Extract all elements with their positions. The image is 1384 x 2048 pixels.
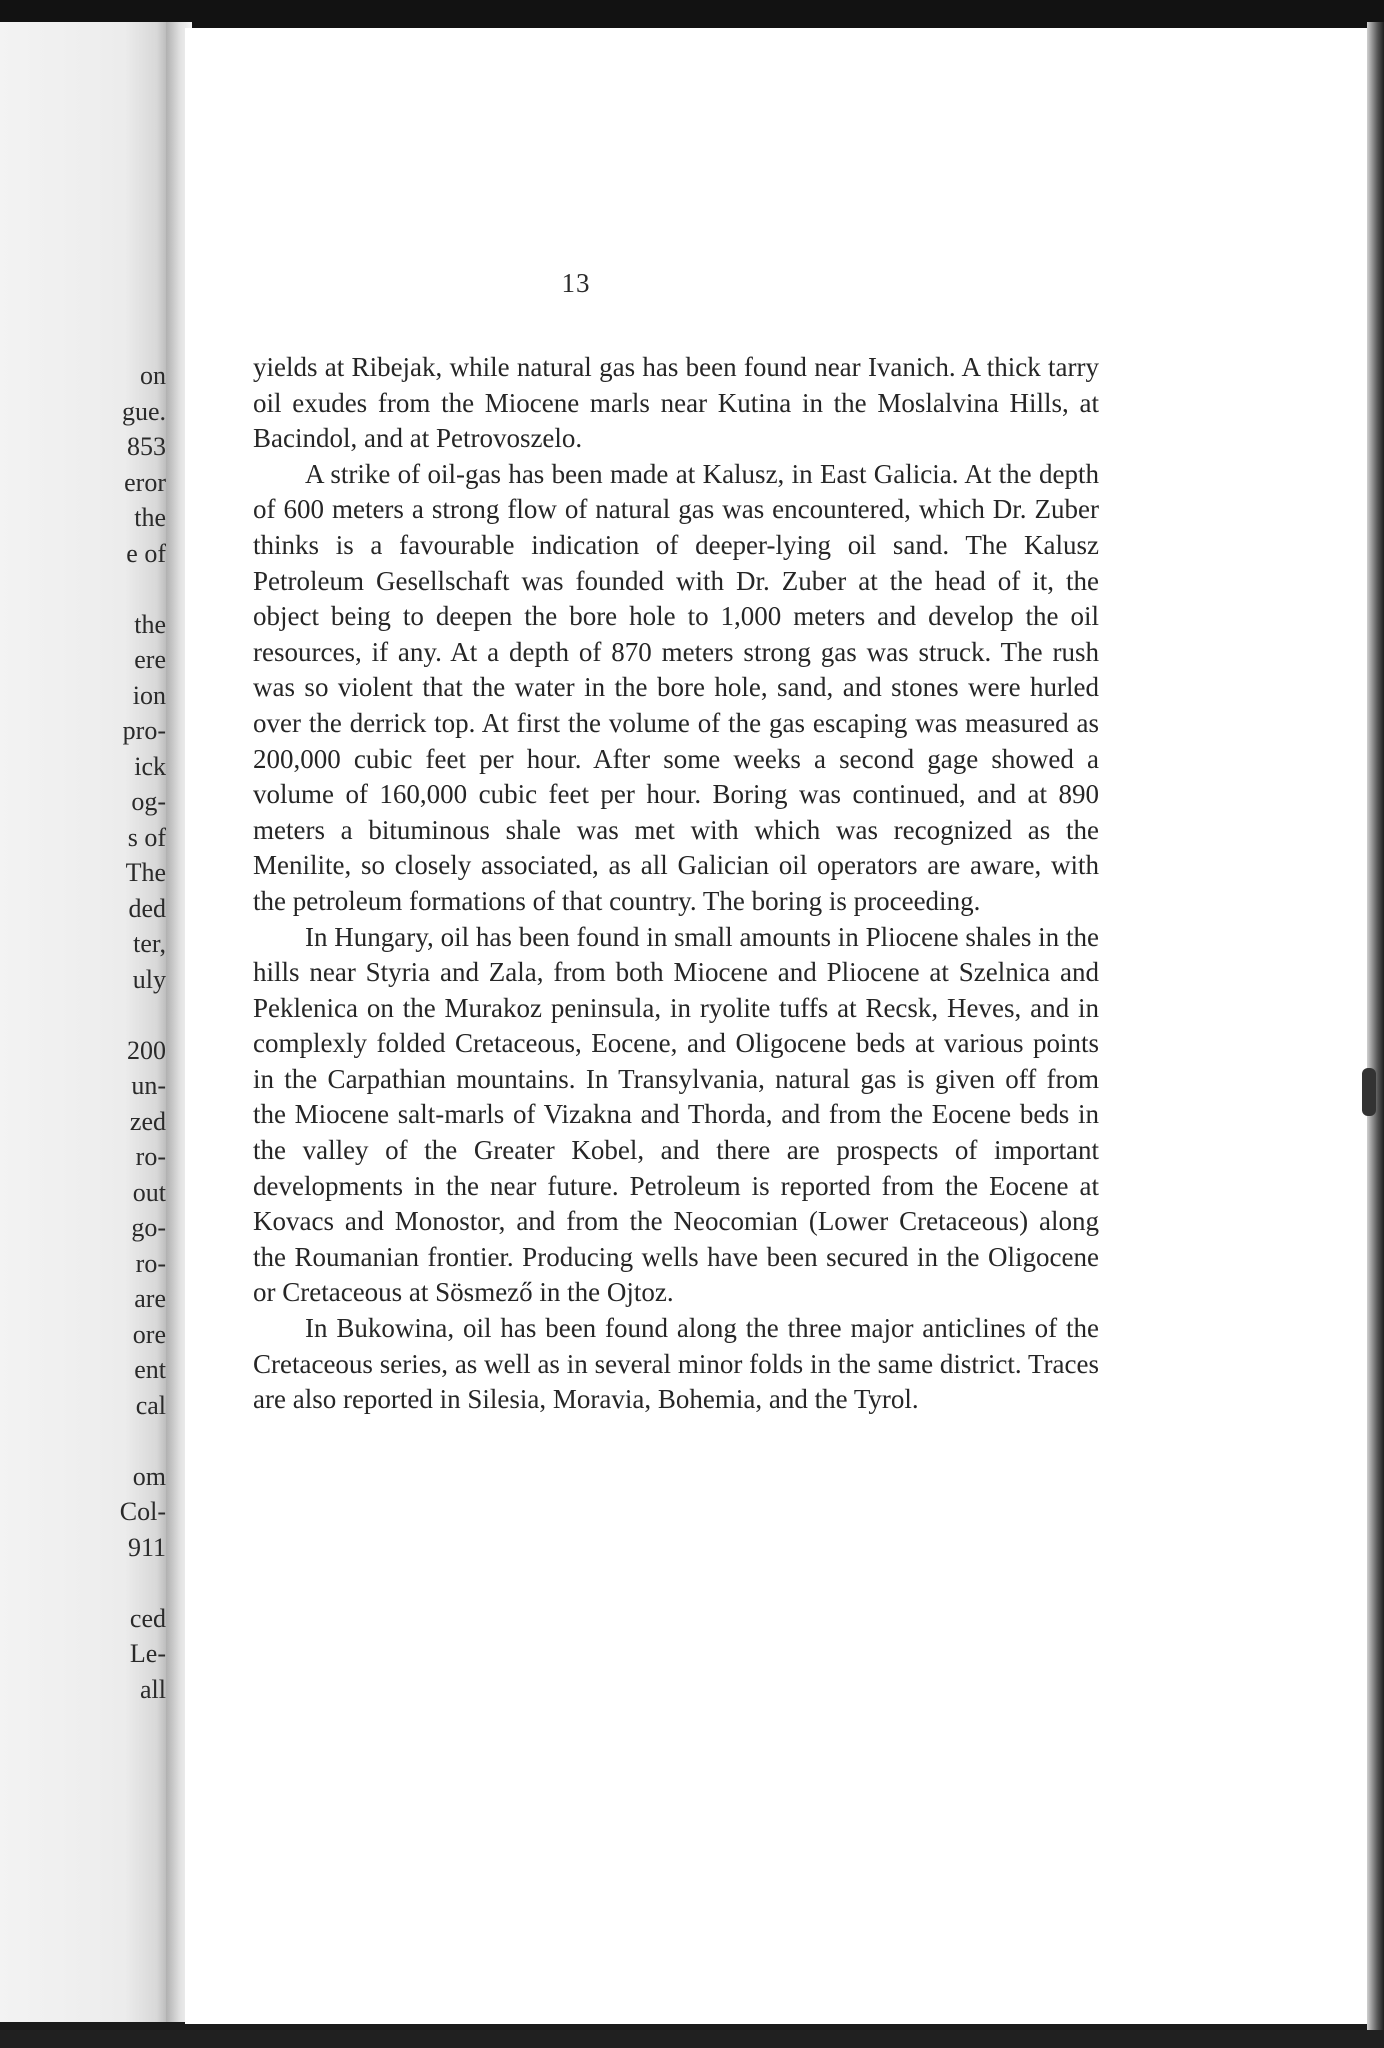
facing-page-text-fragments [86,358,166,1707]
facing-page-fragment: ced [129,1603,166,1633]
facing-page-fragment: eror [124,467,166,497]
facing-page-fragment [86,997,166,1033]
facing-page-fragment: on [140,361,166,390]
facing-page-fragment: 911 [127,1532,166,1562]
facing-page-fragment: 853 [127,432,166,461]
paragraph-1: yields at Ribejak, while natural gas has been found near Ivanich. A thick tarry oil exudes from the Miocene marls near Kutina in the Moslalvina Hills, at Bacindol, and at Petrovoszelo. [253,352,1099,454]
facing-page-fragment: pro- [122,716,166,745]
facing-page-fragment: the [134,503,166,532]
facing-page-fragment: s of [127,822,166,852]
facing-page-fragment: ion [132,680,166,710]
facing-page-fragment: out [132,1177,166,1207]
facing-page-fragment: ro- [135,1248,166,1278]
facing-page-fragment: og- [131,787,166,816]
facing-page-fragment: ick [134,751,166,781]
paragraph-4: In Bukowina, oil has been found along the three major anticlines of the Cretaceous series, as well as in several minor folds in the same district. Traces are also reported in Silesia, Moravia, Bohemia, and the Tyrol. [253,1313,1099,1415]
binding-clip-mark [1362,1068,1376,1116]
facing-page-fragment [86,571,166,607]
facing-page-fragment: un- [131,1071,166,1100]
facing-page-fragment: Col- [119,1497,166,1526]
facing-page-fragment: The [125,858,166,887]
facing-page-fragment: om [132,1461,166,1491]
facing-page-fragment: ded [128,893,166,923]
facing-page-fragment: ro- [135,1142,166,1171]
facing-page-fragment: ent [134,1355,166,1384]
paragraph-2: A strike of oil-gas has been made at Kalusz, in East Galicia. At the depth of 600 meters a strong flow of natural gas was encountered, which Dr. Zuber thinks is a favourable indication of deeper-lying oil sand. The Kalusz Petroleum Gesellschaft was founded with Dr. Zuber at the head of it, the object being to deepen the bore hole to 1,000 meters and develop the oil resources, if any. At a depth of 870 meters strong gas was struck. The rush was so violent that the water in the bore hole, sand, and stones were hurled over the derrick top. At first the volume of the gas escaping was measured as 200,000 cubic feet per hour. After some weeks a second gage showed a volume of 160,000 cubic feet per hour. Boring was continued, and at 890 meters a bituminous shale was met with which was recognized as the Menilite, so closely associated, as all Galician oil operators are aware, with the petroleum formations of that country. The boring is proceeding. [253,458,1099,916]
facing-page-fragment: Le- [129,1639,166,1668]
facing-page-fragment: uly [132,964,166,994]
document-page [185,28,1367,2024]
paragraph-3: In Hungary, oil has been found in small amounts in Pliocene shales in the hills near Styria and Zala, from both Miocene and Pliocene at Szelnica and Peklenica on the Murakoz peninsula, in ryolite tuffs at Recsk, Heves, and in complexly folded Cretaceous, Eocene, and Oligocene beds at various points in the Carpathian mountains. In Transylvania, natural gas is given off from the Miocene salt-marls of Vizakna and Thorda, and from the Eocene beds in the valley of the Greater Kobel, and there are prospects of important developments in the near future. Petroleum is reported from the Eocene at Kovacs and Monostor, and from the Neocomian (Lower Cretaceous) along the Roumanian frontier. Producing wells have been secured in the Oligocene or Cretaceous at Sösmező in the Ojtoz. [253,921,1099,1308]
facing-page-fragment: ter, [133,929,166,958]
facing-page-fragment: 200 [127,1035,166,1065]
body-text [253,350,1099,1418]
page-number: 13 [561,268,591,298]
facing-page-fragment: e of [126,538,166,568]
facing-page-fragment: all [140,1674,166,1704]
facing-page-fragment: the [134,609,166,639]
facing-page-fragment: ere [134,645,166,674]
scan-right-edge [1367,22,1384,2032]
facing-page-fragment: are [134,1284,166,1313]
facing-page-left [0,22,178,2022]
facing-page-fragment: zed [129,1106,166,1136]
facing-page-fragment: cal [135,1390,166,1420]
facing-page-fragment: ore [132,1319,166,1349]
facing-page-fragment: go- [131,1213,166,1242]
facing-page-fragment [86,1565,166,1601]
facing-page-fragment: gue. [121,396,166,426]
facing-page-fragment [86,1423,166,1459]
scan-bottom-edge [0,2030,1384,2048]
scan-top-edge [0,0,1384,30]
